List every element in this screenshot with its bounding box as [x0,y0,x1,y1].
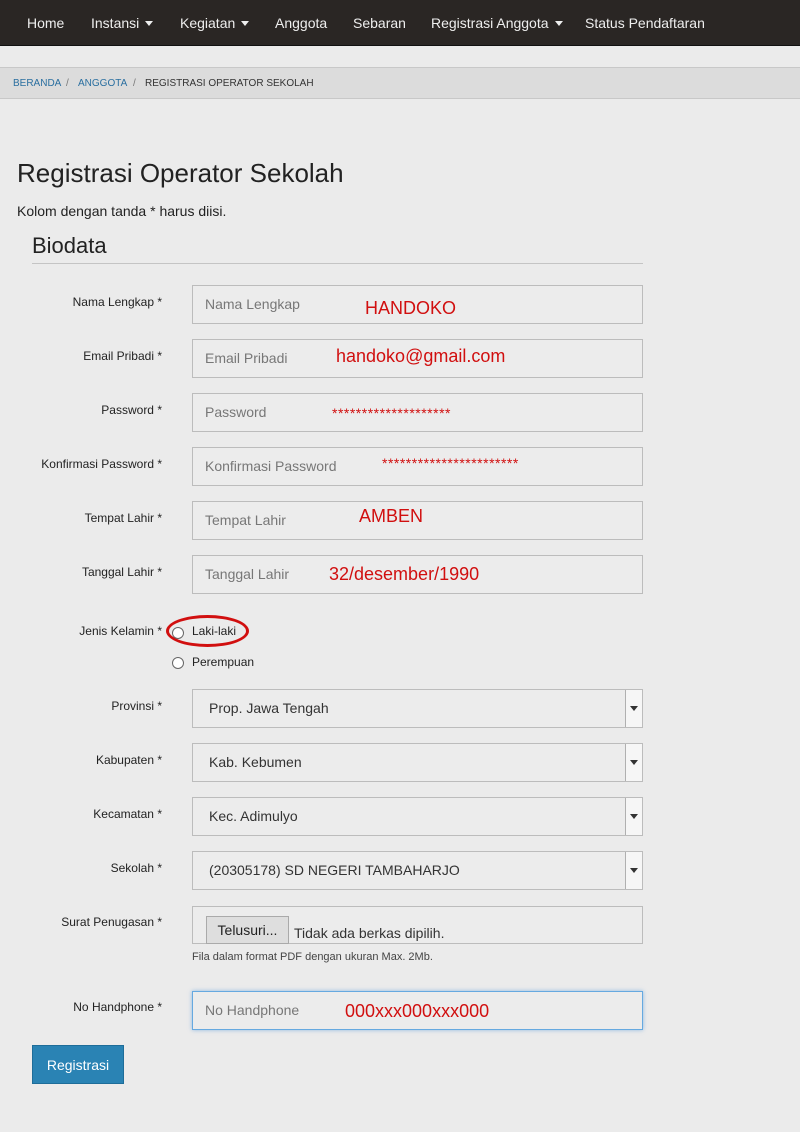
tempat-lahir-input[interactable] [192,501,643,540]
tempat-lahir-annotation: AMBEN [359,506,424,526]
nav-label: Kegiatan [180,15,236,31]
kabupaten-label: Kabupaten * [95,753,162,767]
radio-perempuan[interactable] [172,657,184,669]
chevron-down-icon[interactable] [625,744,642,781]
nav-kegiatan[interactable] [180,0,249,46]
tanggal-lahir-label: Tanggal Lahir * [81,565,162,579]
nav-label: Anggota [275,15,328,31]
konfirmasi-annotation: *********************** [382,455,519,471]
nav-label: Registrasi Anggota [431,15,549,31]
konfirmasi-input[interactable] [192,447,643,486]
konfirmasi-placeholder: Konfirmasi Password [205,458,337,474]
kecamatan-value: Kec. Adimulyo [209,808,298,824]
tanggal-lahir-annotation: 32/desember/1990 [329,564,480,584]
email-annotation: handoko@gmail.com [336,346,506,366]
password-input[interactable] [192,393,643,432]
browse-button[interactable]: Telusuri... [206,916,289,944]
surat-help-text: Fila dalam format PDF dengan ukuran Max. 2Mb. [192,951,433,963]
kabupaten-select[interactable] [192,743,643,782]
surat-file-input[interactable] [192,906,643,944]
radio-label-perempuan: Perempuan [192,655,255,669]
tanggal-lahir-placeholder: Tanggal Lahir [205,566,290,582]
nav-label: Home [27,15,65,31]
tanggal-lahir-input[interactable] [192,555,643,594]
email-placeholder: Email Pribadi [205,350,288,366]
email-input[interactable] [192,339,643,378]
file-status: Tidak ada berkas dipilih. [294,925,445,941]
breadcrumb [0,67,800,99]
nav-home[interactable] [27,0,64,46]
provinsi-select[interactable] [192,689,643,728]
kecamatan-select[interactable] [192,797,643,836]
nav-instansi[interactable] [91,0,153,46]
nav-label: Instansi [91,15,140,31]
section-title: Biodata [32,233,107,258]
page-subtitle: Kolom dengan tanda * harus diisi. [17,203,227,219]
page-title: Registrasi Operator Sekolah [17,158,344,188]
nav-label: Sebaran [353,15,406,31]
breadcrumb-current: REGISTRASI OPERATOR SEKOLAH [145,78,314,89]
nama-label: Nama Lengkap * [72,295,162,309]
nama-placeholder: Nama Lengkap [205,296,300,312]
nama-annotation: HANDOKO [365,298,457,318]
sekolah-select[interactable] [192,851,643,890]
password-placeholder: Password [205,404,267,420]
chevron-down-icon[interactable] [625,690,642,727]
handphone-annotation: 000xxx000xxx000 [345,1001,490,1021]
nav-status-pendaftaran[interactable] [585,0,705,46]
provinsi-label: Provinsi * [111,699,162,713]
jenis-kelamin-label: Jenis Kelamin * [79,624,162,638]
top-navbar [0,0,800,46]
nav-registrasi-anggota[interactable] [431,0,563,46]
tempat-lahir-placeholder: Tempat Lahir [205,512,286,528]
caret-down-icon [241,21,249,26]
kabupaten-value: Kab. Kebumen [209,754,302,770]
password-label: Password * [101,403,162,417]
caret-down-icon [555,21,563,26]
breadcrumb-separator: / [133,78,136,89]
handphone-label: No Handphone * [73,1000,162,1014]
breadcrumb-separator: / [66,78,69,89]
email-label: Email Pribadi * [83,349,162,363]
sekolah-label: Sekolah * [110,861,162,875]
caret-down-icon [145,21,153,26]
nama-input[interactable] [192,285,643,324]
radio-laki-laki[interactable] [172,627,184,639]
registrasi-button[interactable]: Registrasi [32,1045,124,1084]
nav-label: Status Pendaftaran [585,15,705,31]
surat-label: Surat Penugasan * [61,915,162,929]
section-divider [32,263,643,264]
konfirmasi-label: Konfirmasi Password * [41,457,162,471]
breadcrumb-beranda[interactable]: BERANDA [13,78,62,89]
handphone-input[interactable] [192,991,643,1030]
handphone-placeholder: No Handphone [205,1002,300,1018]
provinsi-value: Prop. Jawa Tengah [209,700,329,716]
nav-anggota[interactable] [275,0,327,46]
password-annotation: ******************** [332,405,451,421]
breadcrumb-anggota[interactable]: ANGGOTA [78,78,128,89]
chevron-down-icon[interactable] [625,852,642,889]
radio-label-laki-laki: Laki-laki [192,624,237,638]
kecamatan-label: Kecamatan * [93,807,162,821]
tempat-lahir-label: Tempat Lahir * [84,511,162,525]
sekolah-value: (20305178) SD NEGERI TAMBAHARJO [209,862,460,878]
chevron-down-icon[interactable] [625,798,642,835]
nav-sebaran[interactable] [353,0,406,46]
